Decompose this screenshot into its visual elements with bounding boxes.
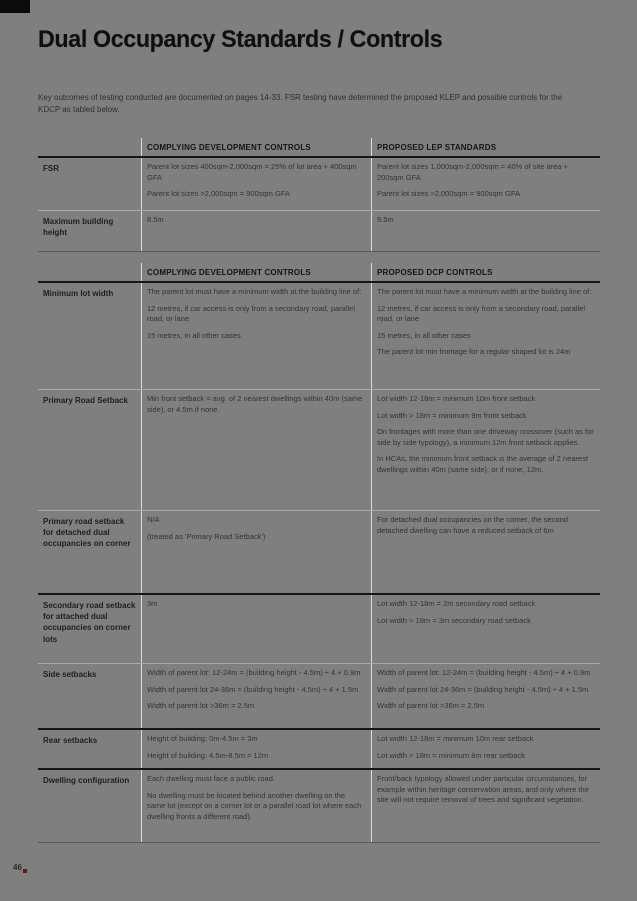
complying-cell (141, 390, 371, 510)
cell-paragraph: 3m (147, 599, 158, 608)
cell-paragraph: Lot width > 18m = minimum 9m front setback (377, 410, 527, 420)
table-row (38, 158, 600, 210)
cell-paragraph: Lot width 12-18m = minimum 10m front setback (377, 394, 536, 403)
table-body (38, 283, 600, 842)
cell-paragraph: Width of parent lot: 12-24m = (building height - 4.5m) ÷ 4 + 0.9m (147, 668, 361, 677)
cell-paragraph: In HCAs, the minimum front setback is the average of 2 nearest dwellings within 40m (same side), or if none, 12m. (377, 454, 588, 474)
intro-paragraph: Key outcomes of testing conducted are documented on pages 14-33. FSR testing have determined the proposed KLEP and possible controls for the KDCP as tabled below. (38, 93, 563, 115)
proposed-cell (371, 158, 600, 210)
table-row (38, 389, 600, 510)
table-row (38, 663, 600, 728)
complying-cell (141, 595, 371, 663)
page-footer (13, 863, 27, 872)
cell-paragraph: 15 metres, in all other cases (147, 330, 241, 340)
cell-paragraph: The parent lot must have a minimum width at the building line of: (377, 287, 592, 296)
dcp-controls-table (38, 263, 600, 843)
cell-paragraph: Width of parent lot >36m = 2.5m (147, 701, 255, 710)
row-label: Primary road setback for detached dual occupancies on corner (43, 517, 131, 549)
cell-paragraph: No dwelling must be located behind another dwelling on the same lot (except on a corner lot or a parallel road lot where each dwelling fronts a different road). (147, 790, 362, 821)
cell-paragraph: 8.5m (147, 215, 164, 224)
proposed-cell (371, 595, 600, 663)
cell-paragraph: Width of parent lot >36m = 2.5m (377, 701, 485, 710)
table-row (38, 210, 600, 251)
proposed-cell (371, 390, 600, 510)
row-label: Side setbacks (43, 670, 97, 679)
cell-paragraph: Width of parent lot: 12-24m = (building height - 4.5m) ÷ 4 + 0.9m (377, 668, 591, 677)
row-label: Dwelling configuration (43, 776, 130, 785)
cell-paragraph: Width of parent lot 24-36m = (building height - 4.5m) ÷ 4 + 1.5m (147, 684, 359, 694)
column-header-complying-development-controls: COMPLYING DEVELOPMENT CONTROLS (141, 263, 371, 281)
cell-paragraph: Parent lot sizes >2,000sqm = 900sqm GFA (147, 189, 290, 198)
cell-paragraph: Parent lot sizes >2,000sqm = 900sqm GFA (377, 189, 520, 198)
cell-paragraph: (treated as 'Primary Road Setback') (147, 531, 266, 541)
page-number-marker (23, 869, 27, 873)
complying-cell (141, 158, 371, 210)
cell-paragraph: Parent lot sizes 400sqm-2,000sqm = 25% of lot area + 400sqm GFA (147, 162, 357, 182)
complying-cell (141, 664, 371, 728)
page-number: 46 (13, 863, 22, 872)
complying-cell (141, 511, 371, 593)
cell-paragraph: Lot width > 18m = 3m secondary road setback (377, 615, 531, 625)
row-label: FSR (43, 164, 59, 173)
table-row (38, 728, 600, 768)
proposed-cell (371, 211, 600, 251)
cell-paragraph: The parent lot min frontage for a regular shaped lot is 24m (377, 347, 571, 356)
proposed-cell (371, 770, 600, 842)
cell-paragraph: Lot width 12-18m = 2m secondary road setback (377, 599, 536, 608)
table-row (38, 510, 600, 593)
cell-paragraph: On frontages with more than one driveway crossover (such as for side by side typology), a minimum 12m front setback applies. (377, 427, 594, 447)
cell-paragraph: 9.5m (377, 215, 394, 224)
proposed-cell (371, 664, 600, 728)
cell-paragraph: For detached dual occupancies on the corner, the second detached dwelling can have a reduced setback of 6m (377, 515, 568, 535)
page-title: Dual Occupancy Standards / Controls (38, 26, 443, 53)
row-label: Rear setbacks (43, 736, 98, 745)
cell-paragraph: 15 metres, in all other cases (377, 330, 471, 340)
cell-paragraph: 12 metres, if car access is only from a secondary road, parallel road, or lane (377, 303, 586, 323)
cell-paragraph: Width of parent lot 24-36m = (building height - 4.5m) ÷ 4 + 1.5m (377, 684, 589, 694)
cell-paragraph: Min front setback = avg. of 2 nearest dwellings within 40m (same side), or 4.5m if none. (147, 394, 363, 414)
proposed-cell (371, 511, 600, 593)
cell-paragraph: Height of building: 0m-4.5m = 3m (147, 734, 258, 743)
table-body (38, 158, 600, 251)
table-row (38, 283, 600, 389)
corner-tab (0, 0, 30, 13)
table-row (38, 768, 600, 842)
cell-paragraph: Each dwelling must face a public road. (147, 774, 275, 783)
column-header-proposed-lep-standards: PROPOSED LEP STANDARDS (371, 138, 600, 156)
table-header-row (38, 263, 600, 283)
cell-paragraph: Front/back typology allowed under particular circumstances, for example within heritage conservation areas, and only where the site will not require removal of trees and significant vegetation. (377, 774, 589, 804)
cell-paragraph: 12 metres, if car access is only from a secondary road, parallel road, or lane (147, 303, 356, 323)
column-header-complying-development-controls: COMPLYING DEVELOPMENT CONTROLS (141, 138, 371, 156)
row-label: Minimum lot width (43, 289, 114, 298)
column-header-proposed-dcp-controls: PROPOSED DCP CONTROLS (371, 263, 600, 281)
complying-cell (141, 730, 371, 768)
proposed-cell (371, 730, 600, 768)
row-label: Maximum building height (43, 217, 114, 238)
cell-paragraph: Height of building: 4.5m-8.5m = 12m (147, 750, 269, 760)
complying-cell (141, 211, 371, 251)
cell-paragraph: Lot width 12-18m = minimum 10m rear setback (377, 734, 534, 743)
complying-cell (141, 283, 371, 389)
cell-paragraph: The parent lot must have a minimum width at the building line of: (147, 287, 362, 296)
lep-standards-table (38, 138, 600, 252)
table-row (38, 593, 600, 663)
cell-paragraph: Parent lot sizes 1,000sqm-2,000sqm = 40% of site area + 200sqm GFA (377, 162, 568, 182)
header-spacer-cell (38, 138, 141, 156)
table-header-row (38, 138, 600, 158)
row-label: Secondary road setback for attached dual occupancies on corner lots (43, 601, 136, 644)
complying-cell (141, 770, 371, 842)
cell-paragraph: Lot width > 18m = minimum 8m rear setback (377, 750, 525, 760)
row-label: Primary Road Setback (43, 396, 128, 405)
cell-paragraph: N/A (147, 515, 160, 524)
header-spacer-cell (38, 263, 141, 281)
proposed-cell (371, 283, 600, 389)
